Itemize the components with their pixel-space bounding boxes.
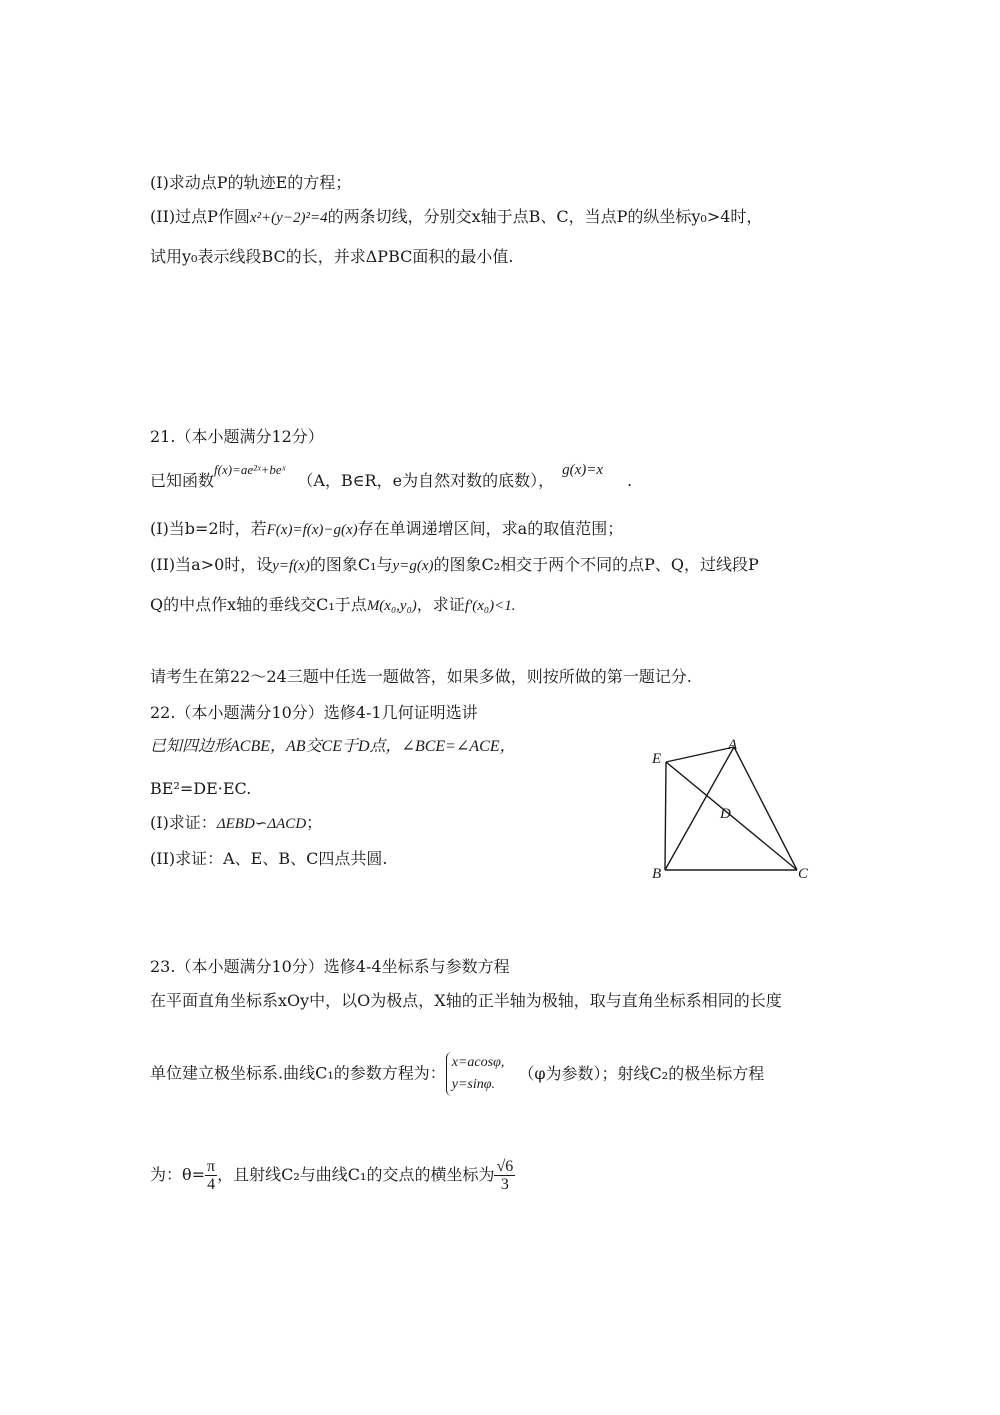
segment-AC	[734, 747, 797, 870]
q20-circle-equation: x²+(y−2)²=4	[249, 210, 328, 226]
q21-part2-mid1: 的图象C₁与	[309, 555, 393, 574]
q22-part2: (II)求证：A、E、B、C四点共圆.	[150, 849, 388, 868]
q21-y-equals-f: y=f(x)	[272, 558, 310, 574]
q21-part2	[150, 554, 759, 577]
q21-part2-mid2: 的图象C₂相交于两个不同的点P、Q，过线段P	[433, 555, 759, 574]
q23-line2-pre: 单位建立极坐标系.曲线C₁的参数方程为：	[150, 1063, 446, 1083]
q22-header: 22.（本小题满分10分）选修4-1几何证明选讲	[150, 703, 478, 722]
q21-part1	[150, 518, 623, 541]
q23-line3-mid: ，且射线C₂与曲线C₁的交点的横坐标为	[217, 1165, 495, 1184]
segment-EA	[666, 747, 734, 762]
figure-label-D: D	[720, 806, 731, 822]
segment-EC	[666, 762, 797, 870]
q21-g-definition: g(x)=x	[562, 462, 604, 478]
q21-given-pre: 已知函数	[150, 471, 215, 490]
q23-line2-post: （φ为参数）；射线C₂的极坐标方程	[518, 1063, 765, 1083]
q23-line2	[150, 1052, 764, 1096]
q23-parametric-system	[446, 1052, 505, 1096]
q23-header: 23.（本小题满分10分）选修4-4坐标系与参数方程	[150, 957, 510, 976]
q23-theta-denominator: 4	[207, 1176, 216, 1193]
q23-x-denominator: 3	[500, 1176, 509, 1193]
q21-conclusion: f′(x₀)<1.	[464, 598, 516, 614]
figure-label-E: E	[652, 751, 662, 767]
choice-note: 请考生在第22〜24三题中任选一题做答，如果多做，则按所做的第一题记分.	[150, 667, 692, 686]
q22-part1	[150, 812, 322, 835]
q22-similar-triangles: ΔEBD∽ΔACD	[216, 816, 307, 832]
q23-x-fraction	[494, 1158, 515, 1193]
q23-line3-pre: 为：θ=	[150, 1165, 206, 1184]
q23-line1: 在平面直角坐标系xOy中，以O为极点，X轴的正半轴为极轴，取与直角坐标系相同的长度	[150, 991, 782, 1010]
q22-given2: BE²=DE·EC.	[150, 779, 252, 798]
q22-part1-post: ；	[306, 813, 323, 832]
q23-eq-y: y=sinφ.	[451, 1077, 495, 1092]
q21-given	[150, 462, 633, 493]
q21-part2-line2-mid: ，求证	[416, 595, 465, 614]
q20-part2-pre: (II)过点P作圆	[150, 207, 250, 226]
q22-part1-pre: (Ⅰ)求证：	[150, 813, 217, 832]
q23-theta-numerator: π	[207, 1158, 216, 1175]
q21-F-definition: F(x)=f(x)−g(x)	[266, 522, 358, 538]
q21-part2-pre: (II)当a>0时，设	[150, 555, 273, 574]
q23-theta-fraction	[205, 1158, 217, 1193]
q20-part2-post: 的两条切线，分别交x轴于点B、C，当点P的纵坐标y₀>4时，	[327, 207, 763, 226]
q21-y-equals-g: y=g(x)	[392, 558, 434, 574]
q21-part2-line2-pre: Q的中点作x轴的垂线交C₁于点	[150, 595, 367, 614]
q20-part1: (Ⅰ)求动点P的轨迹E的方程；	[150, 173, 352, 192]
q23-eq-x: x=acosφ,	[451, 1055, 505, 1070]
q20-part2	[150, 206, 762, 229]
q21-f-definition: f(x)=ae²ˣ+beˣ	[214, 462, 286, 477]
q21-part1-post: 存在单调递增区间，求a的取值范围；	[357, 519, 624, 538]
figure-label-C: C	[798, 866, 809, 882]
q21-part1-pre: (Ⅰ)当b=2时，若	[150, 519, 267, 538]
q21-given-end: .	[627, 471, 633, 490]
q21-part2-line2	[150, 594, 516, 617]
segment-EB	[665, 762, 666, 870]
q23-x-numerator: √6	[496, 1158, 514, 1175]
q23-line3	[150, 1158, 515, 1193]
q22-figure	[640, 735, 830, 885]
figure-label-B: B	[652, 866, 662, 882]
figure-label-A: A	[728, 737, 738, 753]
q21-header: 21.（本小题满分12分）	[150, 427, 324, 446]
q21-given-mid: （A，B∈R，e为自然对数的底数），	[297, 471, 555, 490]
q20-part2-line2: 试用y₀表示线段BC的长，并求ΔPBC面积的最小值.	[150, 247, 514, 266]
q21-point-M: M(x₀,y₀)	[366, 598, 417, 614]
q22-given: 已知四边形ACBE，AB交CE于D点，∠BCE=∠ACE，	[150, 738, 516, 755]
